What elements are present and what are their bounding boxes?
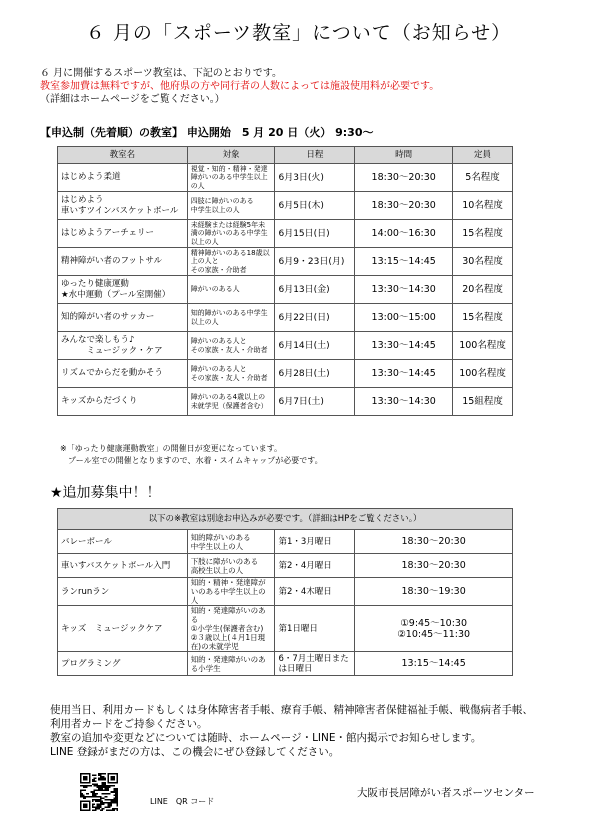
class-time: 13:30～14:30 [355, 276, 453, 304]
class-date: 6月5日(木) [275, 192, 355, 220]
additional-class-target: 知的障がいのある 中学生以上の人 [187, 530, 275, 554]
class-capacity: 100名程度 [453, 332, 513, 360]
class-date: 6月15日(日) [275, 220, 355, 248]
class-time: 18:30～20:30 [355, 164, 453, 192]
class-target: 障がいのある人と その家族・友人・介助者 [187, 332, 275, 360]
classes-table-header [58, 147, 513, 164]
class-target: 障がいのある人と その家族・友人・介助者 [187, 360, 275, 388]
additional-class-time: ①9:45～10:30 ②10:45～11:30 [355, 606, 513, 652]
table-row [58, 578, 513, 606]
class-capacity: 5名程度 [453, 164, 513, 192]
additional-class-day: 第2・4木曜日 [275, 578, 355, 606]
table-row [58, 304, 513, 332]
table-row [58, 652, 513, 676]
additional-class-target: 知的・発達障がいのある小学生 [187, 652, 275, 676]
class-date: 6月9・23日(月) [275, 248, 355, 276]
table-row [58, 332, 513, 360]
footer-line-1: 使用当日、利用カードもしくは身体障害者手帳、療育手帳、精神障害者保健福祉手帳、戦傷病者手帳、 [50, 704, 533, 716]
intro-text [40, 67, 439, 106]
qr-code-label: LINE QR コード [150, 797, 215, 806]
table-row [58, 192, 513, 220]
class-capacity: 15名程度 [453, 304, 513, 332]
class-name: ゆったり健康運動 ★水中運動（プール室開催） [58, 276, 188, 304]
header-time: 時間 [355, 147, 453, 164]
note-line-2: プール室での開催となりますので、水着・スイムキャップが必要です。 [60, 456, 323, 465]
class-target: 未経験または経験5年未満の障がいのある中学生以上の人 [187, 220, 275, 248]
table-row [58, 164, 513, 192]
additional-table-header: 以下の※教室は別途お申込みが必要です。（詳細はHPをご覧ください。） [58, 509, 513, 530]
page-title: ６ 月の「スポーツ教室」について（お知らせ） [85, 22, 512, 44]
class-time: 13:15～14:45 [355, 248, 453, 276]
class-name: リズムでからだを動かそう [58, 360, 188, 388]
additional-class-target: 知的・発達障がいのある ①小学生(保護者含む) ②３歳以上(４月1日現在)の未就学児 [187, 606, 275, 652]
table-row [58, 276, 513, 304]
table-row [58, 360, 513, 388]
class-name: みんなで楽しもう♪ ミュージック・ケア [58, 332, 188, 360]
header-date: 日程 [275, 147, 355, 164]
class-name: 精神障がい者のフットサル [58, 248, 188, 276]
class-name: 知的障がい者のサッカー [58, 304, 188, 332]
class-time: 13:30～14:45 [355, 332, 453, 360]
note-line-1: ※「ゆったり健康運動教室」の開催日が変更になっています。 [60, 444, 282, 453]
additional-class-time: 18:30～20:30 [355, 530, 513, 554]
class-name: キッズからだづくり [58, 388, 188, 416]
class-target: 障がいのある人 [187, 276, 275, 304]
class-date: 6月3日(火) [275, 164, 355, 192]
classes-table [57, 146, 513, 416]
class-date: 6月28日(土) [275, 360, 355, 388]
table-row [58, 554, 513, 578]
additional-class-day: 第1日曜日 [275, 606, 355, 652]
section1-heading: 【申込制（先着順）の教室】 申込開始 5 月 20 日（火） 9:30～ [40, 126, 374, 139]
footer-text [50, 703, 533, 759]
additional-class-name: 車いすバスケットボール入門 [58, 554, 188, 578]
footer-line-3: 教室の追加や変更などについては随時、ホームページ・LINE・館内掲示でお知らせします。 [50, 732, 482, 744]
additional-class-day: 第2・4月曜日 [275, 554, 355, 578]
organization-name: 大阪市長居障がい者スポーツセンター [357, 787, 535, 799]
class-target: 障がいのある4歳以上の未就学児（保護者含む） [187, 388, 275, 416]
additional-classes-table [57, 508, 513, 676]
additional-class-name: プログラミング [58, 652, 188, 676]
intro-line-3: （詳細はホームページをご覧ください。） [40, 94, 225, 105]
header-capacity: 定員 [453, 147, 513, 164]
additional-class-time: 18:30～19:30 [355, 578, 513, 606]
additional-class-day: 6・7月土曜日または日曜日 [275, 652, 355, 676]
additional-class-name: バレーボール [58, 530, 188, 554]
additional-class-name: キッズ ミュージックケア [58, 606, 188, 652]
class-time: 13:30～14:45 [355, 360, 453, 388]
class-date: 6月14日(土) [275, 332, 355, 360]
class-time: 13:30～14:30 [355, 388, 453, 416]
class-time: 13:00～15:00 [355, 304, 453, 332]
table-row [58, 248, 513, 276]
class-target: 知的障がいのある中学生以上の人 [187, 304, 275, 332]
class-time: 18:30～20:30 [355, 192, 453, 220]
additional-class-name: ランrunラン [58, 578, 188, 606]
class-date: 6月7日(土) [275, 388, 355, 416]
class-capacity: 30名程度 [453, 248, 513, 276]
class-name: はじめよう 車いすツインバスケットボール [58, 192, 188, 220]
header-class-name: 教室名 [58, 147, 188, 164]
additional-class-day: 第1・3月曜日 [275, 530, 355, 554]
footer-line-2: 利用者カードをご持参ください。 [50, 718, 208, 730]
class-target: 四肢に障がいのある 中学生以上の人 [187, 192, 275, 220]
class-date: 6月13日(金) [275, 276, 355, 304]
class-capacity: 10名程度 [453, 192, 513, 220]
table-row [58, 530, 513, 554]
class-date: 6月22日(日) [275, 304, 355, 332]
intro-fee-notice: 教室参加費は無料ですが、他府県の方や同行者の人数によっては施設使用料が必要です。 [40, 81, 440, 92]
class-capacity: 20名程度 [453, 276, 513, 304]
table-row [58, 220, 513, 248]
footer-line-4: LINE 登録がまだの方は、この機会にぜひ登録してください。 [50, 746, 340, 758]
additional-class-target: 知的・精神・発達障がいのある中学生以上の人 [187, 578, 275, 606]
class-name: はじめようアーチェリー [58, 220, 188, 248]
additional-class-target: 下肢に障がいのある 高校生以上の人 [187, 554, 275, 578]
line-qr-code [80, 773, 118, 811]
additional-class-time: 18:30～20:30 [355, 554, 513, 578]
header-target: 対象 [187, 147, 275, 164]
class-time: 14:00～16:30 [355, 220, 453, 248]
class-capacity: 15名程度 [453, 220, 513, 248]
additional-class-time: 13:15～14:45 [355, 652, 513, 676]
table-row [58, 606, 513, 652]
class-target: 精神障がいのある18歳以上の人と その家族・介助者 [187, 248, 275, 276]
section2-heading: ★追加募集中！！ [50, 485, 161, 501]
schedule-change-note [60, 443, 323, 467]
class-capacity: 15組程度 [453, 388, 513, 416]
class-name: はじめよう柔道 [58, 164, 188, 192]
intro-line-1: ６ 月に開催するスポーツ教室は、下記のとおりです。 [40, 68, 282, 79]
table-row [58, 388, 513, 416]
class-capacity: 100名程度 [453, 360, 513, 388]
class-target: 視覚・知的・精神・発達障がいのある中学生以上の人 [187, 164, 275, 192]
